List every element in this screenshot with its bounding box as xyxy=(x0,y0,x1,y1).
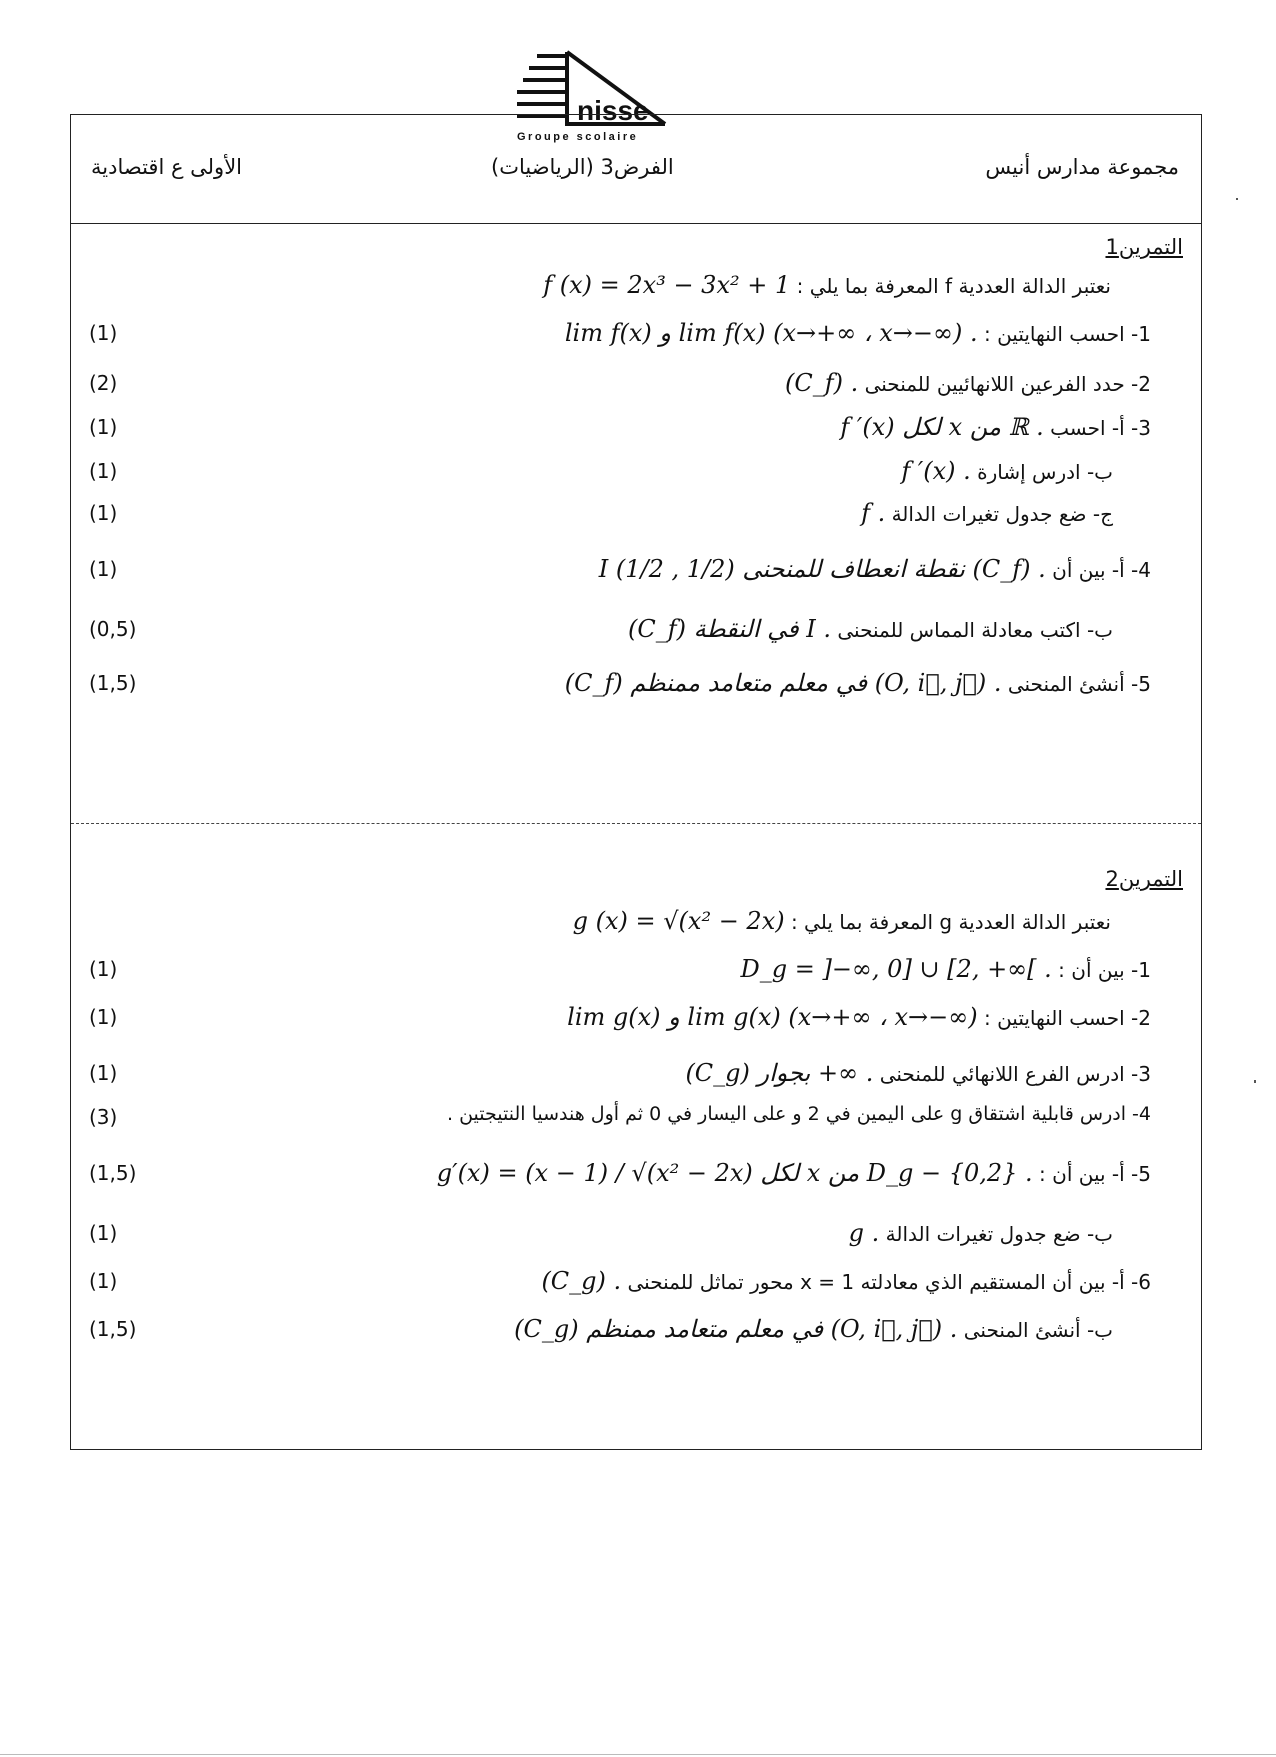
exercise-2-intro xyxy=(573,907,1111,935)
exercise-2-title: التمرين2 xyxy=(1105,867,1183,891)
ex1-item-5 xyxy=(565,669,1151,697)
ex1-item-4a xyxy=(599,555,1151,583)
item-text: 3- أ- احسب xyxy=(1050,416,1151,440)
item-math: I (1/2 , 1/2) نقطة انعطاف للمنحنى (C_f) . xyxy=(598,555,1046,583)
item-text: ج- ضع جدول تغيرات الدالة xyxy=(891,502,1113,526)
ex1-item-2 xyxy=(785,369,1151,397)
item-text: 2- احسب النهايتين : xyxy=(983,1006,1151,1030)
ex1-item-3b xyxy=(901,457,1113,485)
ex2-item-6a-points: (1) xyxy=(89,1269,118,1293)
class-name: الأولى ع اقتصادية xyxy=(91,155,243,179)
item-math: (C_g) . xyxy=(541,1267,622,1295)
item-text: 2- حدد الفرعين اللانهائيين للمنحنى xyxy=(864,372,1151,396)
page-bottom-rule xyxy=(0,1754,1276,1755)
item-math: (C_f) . xyxy=(785,369,859,397)
item-math: f ′(x) . xyxy=(901,457,971,485)
ex2-item-6b xyxy=(514,1315,1113,1343)
item-math: f . xyxy=(861,499,886,527)
item-math: lim g(x) و lim g(x) (x→+∞ ، x→−∞) xyxy=(567,1003,978,1031)
ex1-item-4a-points: (1) xyxy=(89,557,118,581)
ex1-item-5-points: (1,5) xyxy=(89,671,137,695)
ex2-item-5b-points: (1) xyxy=(89,1221,118,1245)
ex2-item-3-points: (1) xyxy=(89,1061,118,1085)
item-text: 1- احسب النهايتين : xyxy=(983,322,1151,346)
ex2-item-3 xyxy=(685,1059,1151,1087)
item-text: 5- أنشئ المنحنى xyxy=(1007,672,1151,696)
ex1-item-3c-points: (1) xyxy=(89,501,118,525)
ex1-item-3b-points: (1) xyxy=(89,459,118,483)
item-math: lim f(x) و lim f(x) (x→+∞ ، x→−∞) . xyxy=(564,319,978,347)
ex1-item-1-points: (1) xyxy=(89,321,118,345)
item-math: (C_g) في معلم متعامد ممنظم (O, i⃗, j⃗) . xyxy=(514,1315,958,1343)
exam-header xyxy=(71,115,1201,224)
ex2-item-2-points: (1) xyxy=(89,1005,118,1029)
ex2-item-4 xyxy=(447,1103,1151,1125)
item-text: ب- ادرس إشارة xyxy=(977,460,1113,484)
exercise-1-intro xyxy=(543,271,1111,299)
ex1-item-3a-points: (1) xyxy=(89,415,118,439)
function-definition: g (x) = √(x² − 2x) xyxy=(572,907,785,935)
ex1-item-4b xyxy=(628,615,1113,643)
scan-dot xyxy=(1236,198,1238,200)
item-text: 5- أ- بين أن : xyxy=(1039,1162,1151,1186)
ex2-item-2 xyxy=(567,1003,1151,1031)
exam-frame xyxy=(70,114,1202,1450)
ex2-item-5a xyxy=(437,1159,1151,1187)
item-text: 3- ادرس الفرع اللانهائي للمنحنى xyxy=(879,1062,1151,1086)
item-text: ب- اكتب معادلة المماس للمنحنى xyxy=(837,618,1113,642)
item-math: (C_f) في النقطة I . xyxy=(628,615,832,643)
item-math: g . xyxy=(848,1219,880,1247)
ex2-item-1-points: (1) xyxy=(89,957,118,981)
intro-text: نعتبر الدالة العددية f المعرفة بما يلي : xyxy=(796,274,1111,298)
item-text: ب- أنشئ المنحنى xyxy=(963,1318,1113,1342)
ex2-item-6b-points: (1,5) xyxy=(89,1317,137,1341)
school-name: مجموعة مدارس أنيس xyxy=(985,155,1179,179)
item-text: ب- ضع جدول تغيرات الدالة xyxy=(885,1222,1113,1246)
ex1-item-3a xyxy=(840,413,1151,441)
scan-dot xyxy=(1254,1080,1256,1083)
ex2-item-5a-points: (1,5) xyxy=(89,1161,137,1185)
item-text: 1- بين أن : xyxy=(1058,958,1151,982)
item-text: 4- ادرس قابلية اشتقاق g على اليمين في 2 و على اليسار في 0 ثم أول هندسيا النتيجتين . xyxy=(447,1103,1151,1125)
item-math: (C_f) في معلم متعامد ممنظم (O, i⃗, j⃗) . xyxy=(564,669,1002,697)
item-math: f ′(x) لكل x من ℝ . xyxy=(840,413,1044,441)
exercise-1-title: التمرين1 xyxy=(1105,235,1183,259)
test-title: الفرض3 (الرياضيات) xyxy=(491,155,674,179)
item-math: D_g = ]−∞, 0] ∪ [2, +∞[ . xyxy=(740,955,1052,983)
intro-text: نعتبر الدالة العددية g المعرفة بما يلي : xyxy=(790,910,1111,934)
ex2-item-1 xyxy=(740,955,1151,983)
ex1-item-4b-points: (0,5) xyxy=(89,617,137,641)
ex2-item-6a xyxy=(541,1267,1151,1295)
logo-text: nisse xyxy=(577,95,649,126)
ex2-item-4-points: (3) xyxy=(89,1105,118,1129)
function-definition: f (x) = 2x³ − 3x² + 1 xyxy=(543,271,791,299)
ex2-item-5b xyxy=(849,1219,1113,1247)
logo-subtext: Groupe scolaire xyxy=(517,131,639,143)
item-text: 4- أ- بين أن xyxy=(1052,558,1151,582)
item-math: (C_g) بجوار +∞ . xyxy=(685,1059,874,1087)
ex1-item-1 xyxy=(565,319,1151,347)
exercise-separator xyxy=(71,823,1201,824)
ex1-item-2-points: (2) xyxy=(89,371,118,395)
item-math: g′(x) = (x − 1) / √(x² − 2x) لكل x من D_g − {0,2} . xyxy=(436,1159,1033,1187)
ex1-item-3c xyxy=(861,499,1113,527)
item-text: 6- أ- بين أن المستقيم الذي معادلته x = 1 محور تماثل للمنحنى xyxy=(627,1270,1151,1294)
